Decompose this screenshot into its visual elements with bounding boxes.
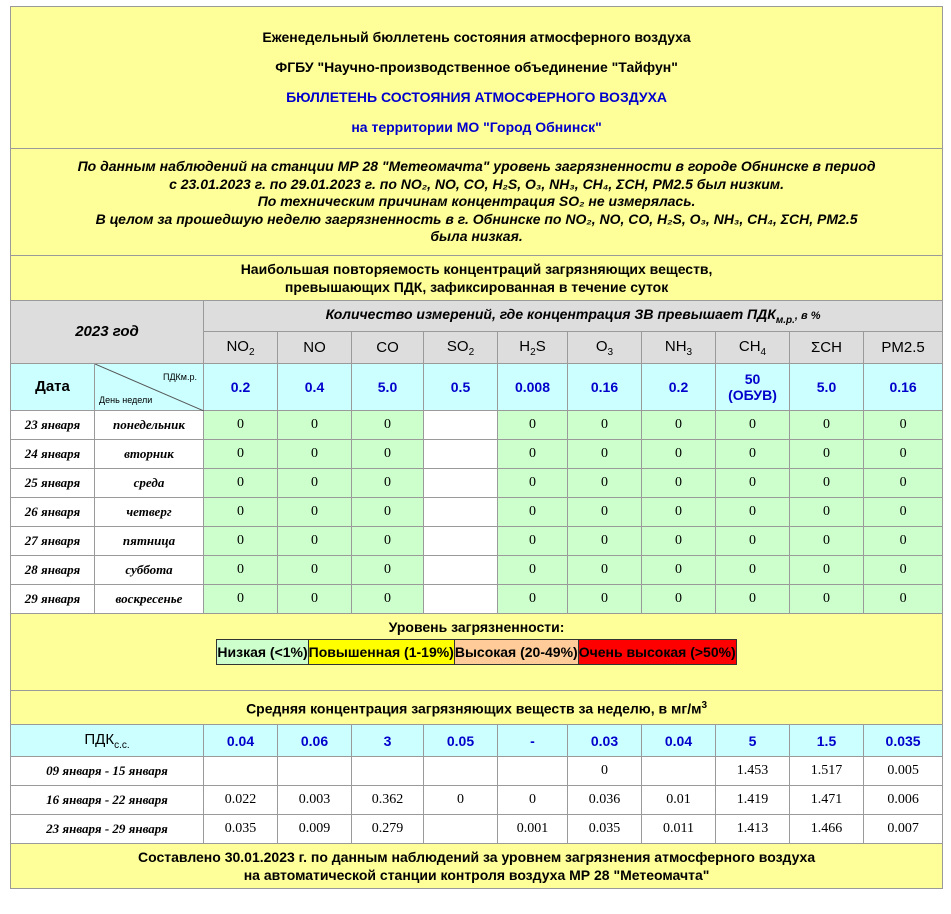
avg-conc-cell: [204, 757, 278, 786]
diag-top-label: ПДКм.р.: [162, 372, 197, 382]
exceed-value-cell: 0: [642, 440, 716, 469]
exceed-value-cell: 0: [204, 440, 278, 469]
row-period: 23 января - 29 января: [11, 815, 204, 844]
table-row: [11, 527, 943, 556]
pdk-mr-cell: 0.4: [278, 364, 352, 411]
pdk-ss-cell: -: [498, 725, 568, 757]
gas-name: PM2.5: [881, 339, 925, 356]
avg-conc-cell: [424, 815, 498, 844]
exceed-value-cell: [424, 585, 498, 614]
exceed-value-cell: 0: [790, 411, 864, 440]
exceed-value-cell: 0: [642, 527, 716, 556]
exceed-value-cell: 0: [278, 556, 352, 585]
diag-bottom-label: День недели: [99, 395, 153, 405]
table2-body: [11, 757, 943, 844]
exceed-value-cell: 0: [352, 556, 424, 585]
gas-header-cell: [424, 332, 498, 364]
level-legend-item: Очень высокая (>50%): [578, 640, 736, 665]
exceed-value-cell: 0: [352, 411, 424, 440]
table-row: [11, 556, 943, 585]
gas-header-cell: [204, 332, 278, 364]
gas-subscript: 2: [530, 346, 536, 358]
table2-title-row: [11, 691, 943, 725]
header-line3: БЮЛЛЕТЕНЬ СОСТОЯНИЯ АТМОСФЕРНОГО ВОЗДУХА: [286, 89, 668, 105]
row-weekday: вторник: [95, 440, 204, 469]
year-label: 2023 год: [75, 323, 139, 340]
exceed-value-cell: 0: [498, 469, 568, 498]
exceed-value-cell: 0: [568, 411, 642, 440]
measure-header: Количество измерений, где концентрация ЗВ превышает $ПДК_{м.р.}$, в %: [325, 306, 821, 326]
exceed-value-cell: 0: [498, 585, 568, 614]
exceed-title-line2: превышающих ПДК, зафиксированная в течение суток: [284, 279, 669, 295]
gas-name: ΣCH: [811, 339, 842, 356]
row-weekday: пятница: [95, 527, 204, 556]
exceed-value-cell: 0: [352, 585, 424, 614]
footer-line2: на автоматической станции контроля воздуха МР 28 "Метеомачта": [243, 867, 710, 883]
pdk-mr-cell: 0.008: [498, 364, 568, 411]
exceed-value-cell: [424, 469, 498, 498]
gas-name-tail: S: [535, 337, 546, 355]
bulletin-table: [10, 6, 943, 889]
table-row: [11, 411, 943, 440]
exceed-value-cell: 0: [278, 440, 352, 469]
exceed-value-cell: 0: [498, 527, 568, 556]
avg-conc-cell: 0.022: [204, 786, 278, 815]
avg-conc-cell: 0.005: [864, 757, 943, 786]
exceed-value-cell: 0: [498, 440, 568, 469]
exceed-value-cell: 0: [568, 556, 642, 585]
exceed-value-cell: 0: [864, 469, 943, 498]
table-row: [11, 440, 943, 469]
exceed-value-cell: 0: [790, 440, 864, 469]
avg-conc-cell: 0.011: [642, 815, 716, 844]
exceed-value-cell: 0: [716, 411, 790, 440]
exceed-value-cell: 0: [204, 585, 278, 614]
gas-subscript: 4: [760, 346, 767, 358]
header-line4: на территории МО "Город Обнинск": [351, 119, 602, 135]
diagonal-cell: [95, 364, 204, 411]
pdk-ss-label-cell: [11, 725, 204, 757]
exceed-value-cell: 0: [864, 556, 943, 585]
exceed-value-cell: 0: [642, 556, 716, 585]
gas-subscript: 2: [248, 346, 255, 358]
table1-body: [11, 411, 943, 614]
exceed-value-cell: [424, 556, 498, 585]
level-legend-item: Высокая (20-49%): [454, 640, 578, 665]
exceed-value-cell: 0: [568, 585, 642, 614]
exceed-value-cell: [424, 440, 498, 469]
avg-conc-cell: 0.279: [352, 815, 424, 844]
row-date: 28 января: [11, 556, 95, 585]
exceed-value-cell: 0: [204, 469, 278, 498]
gas-name: CO: [376, 339, 399, 356]
exceed-value-cell: 0: [498, 498, 568, 527]
exceed-value-cell: [424, 527, 498, 556]
exceed-value-cell: 0: [864, 411, 943, 440]
pdk-ss-cell: 3: [352, 725, 424, 757]
avg-conc-cell: 1.466: [790, 815, 864, 844]
avg-conc-cell: 1.453: [716, 757, 790, 786]
table-row: [11, 815, 943, 844]
summary-row: [11, 149, 943, 256]
exceed-value-cell: 0: [716, 469, 790, 498]
footer-line1: Составлено 30.01.2023 г. по данным наблюдений за уровнем загрязнения атмосферного воздуха: [137, 849, 816, 865]
exceed-value-cell: 0: [864, 498, 943, 527]
levels-title: Уровень загрязненности:: [388, 619, 565, 635]
levels-legend: [216, 639, 736, 665]
avg-conc-cell: [424, 757, 498, 786]
avg-conc-cell: 0.001: [498, 815, 568, 844]
row-period: 09 января - 15 января: [11, 757, 204, 786]
exceed-value-cell: 0: [278, 527, 352, 556]
footer-row: [11, 844, 943, 889]
row-date: 25 января: [11, 469, 95, 498]
exceed-value-cell: 0: [498, 411, 568, 440]
exceed-value-cell: 0: [790, 585, 864, 614]
avg-conc-cell: 0.035: [568, 815, 642, 844]
exceed-value-cell: 0: [498, 556, 568, 585]
exceed-value-cell: 0: [352, 440, 424, 469]
exceed-value-cell: 0: [716, 527, 790, 556]
pdk-ss-cell: 0.04: [204, 725, 278, 757]
avg-conc-cell: 0.006: [864, 786, 943, 815]
pdk-mr-cell: 0.2: [642, 364, 716, 411]
exceed-value-cell: 0: [204, 498, 278, 527]
table-row: [11, 585, 943, 614]
exceed-value-cell: 0: [352, 527, 424, 556]
gas-header-cell: [278, 332, 352, 364]
avg-conc-cell: 0: [424, 786, 498, 815]
exceed-value-cell: 0: [568, 498, 642, 527]
row-date: 27 января: [11, 527, 95, 556]
gas-name: O: [595, 337, 608, 355]
avg-conc-cell: 1.517: [790, 757, 864, 786]
avg-conc-cell: 0.003: [278, 786, 352, 815]
exceed-value-cell: 0: [568, 440, 642, 469]
pdk-mr-cell: 0.16: [568, 364, 642, 411]
exceed-value-cell: 0: [642, 469, 716, 498]
exceed-value-cell: 0: [716, 556, 790, 585]
gas-header-cell: [864, 332, 943, 364]
gas-subscript: 2: [468, 346, 475, 358]
exceed-value-cell: 0: [790, 498, 864, 527]
table1-head-row1: [11, 301, 943, 332]
exceed-value-cell: 0: [352, 469, 424, 498]
avg-conc-cell: [278, 757, 352, 786]
table-row: [11, 498, 943, 527]
pdk-row: [11, 364, 943, 411]
gas-subscript: 3: [607, 346, 614, 358]
row-period: 16 января - 22 января: [11, 786, 204, 815]
pdk-mr-cell: 0.2: [204, 364, 278, 411]
exceed-value-cell: 0: [642, 585, 716, 614]
row-date: 29 января: [11, 585, 95, 614]
exceed-value-cell: 0: [642, 498, 716, 527]
row-weekday: четверг: [95, 498, 204, 527]
exceed-value-cell: 0: [204, 527, 278, 556]
avg-conc-cell: 0.01: [642, 786, 716, 815]
gas-name: H: [519, 337, 531, 355]
gas-name: CH: [738, 337, 761, 355]
gas-header-cell: [498, 332, 568, 364]
avg-conc-cell: 1.413: [716, 815, 790, 844]
pdk-mr-cell: 0.5: [424, 364, 498, 411]
row-weekday: суббота: [95, 556, 204, 585]
header-line1: Еженедельный бюллетень состояния атмосферного воздуха: [262, 29, 691, 45]
summary-p3a: В целом за прошедшую неделю загрязненность в г. Обнинске по NO₂, NO, CO, H₂S, O₃, NH₃, CH₄, ΣCH, PM2.5: [95, 210, 858, 227]
header-line2: ФГБУ "Научно-производственное объединение "Тайфун": [275, 59, 678, 75]
avg-conc-cell: 1.419: [716, 786, 790, 815]
date-label: Дата: [35, 378, 70, 395]
exceed-value-cell: 0: [278, 585, 352, 614]
exceed-value-cell: 0: [278, 469, 352, 498]
avg-conc-cell: [352, 757, 424, 786]
gas-name: NO: [303, 339, 326, 356]
exceed-value-cell: 0: [864, 585, 943, 614]
exceed-value-cell: 0: [790, 527, 864, 556]
gas-header-cell: [352, 332, 424, 364]
avg-conc-cell: 0.362: [352, 786, 424, 815]
pdk-mr-cell: 5.0: [790, 364, 864, 411]
pdk-ss-cell: 5: [716, 725, 790, 757]
exceed-value-cell: 0: [864, 527, 943, 556]
exceed-value-cell: [424, 411, 498, 440]
gas-name: NH: [664, 337, 687, 355]
header-row: [11, 7, 943, 149]
table2-title: Средняя концентрация загрязняющих веществ за неделю, в $мг/м^3$: [246, 700, 708, 717]
exceed-value-cell: 0: [352, 498, 424, 527]
avg-conc-cell: 0.036: [568, 786, 642, 815]
pdk-ss-label: $ПДК_{с.с.}$: [84, 730, 130, 751]
table-row: [11, 786, 943, 815]
pdk-ss-cell: 0.035: [864, 725, 943, 757]
legend-row: [11, 614, 943, 691]
row-weekday: понедельник: [95, 411, 204, 440]
avg-conc-cell: 0: [568, 757, 642, 786]
summary-p2: По техническим причинам концентрация SO₂ не измерялась.: [257, 193, 696, 210]
exceed-value-cell: 0: [642, 411, 716, 440]
exceed-value-cell: 0: [790, 556, 864, 585]
pdk-mr-cell: 0.16: [864, 364, 943, 411]
row-weekday: воскресенье: [95, 585, 204, 614]
level-legend-item: Повышенная (1-19%): [308, 640, 454, 665]
gas-header-cell: [716, 332, 790, 364]
gas-header-cell: [790, 332, 864, 364]
summary-p3b: была низкая.: [430, 228, 523, 245]
exceed-value-cell: 0: [568, 469, 642, 498]
pdk-ss-cell: 0.04: [642, 725, 716, 757]
gas-name: NO: [226, 337, 249, 355]
summary-p1b: с 23.01.2023 г. по 29.01.2023 г. по NO₂, NO, CO, H₂S, O₃, NH₃, CH₄, ΣCH, PM2.5 был низким.: [169, 175, 785, 192]
row-date: 26 января: [11, 498, 95, 527]
pdk-ss-cell: 0.03: [568, 725, 642, 757]
exceed-value-cell: 0: [790, 469, 864, 498]
gas-name: SO: [446, 337, 469, 355]
gas-header-cell: [568, 332, 642, 364]
date-label-cell: [11, 364, 95, 411]
exceed-value-cell: 0: [716, 440, 790, 469]
table-row: [11, 469, 943, 498]
avg-conc-cell: [642, 757, 716, 786]
exceed-value-cell: 0: [278, 498, 352, 527]
pdk-ss-row: [11, 725, 943, 757]
exceed-value-cell: 0: [204, 411, 278, 440]
avg-conc-cell: 0.009: [278, 815, 352, 844]
summary-p1a: По данным наблюдений на станции МР 28 "Метеомачта" уровень загрязненности в городе Обнинске в период: [77, 158, 876, 175]
exceed-value-cell: 0: [864, 440, 943, 469]
row-weekday: среда: [95, 469, 204, 498]
exceed-title-line1: Наибольшая повторяемость концентраций загрязняющих веществ,: [240, 261, 713, 277]
avg-conc-cell: [498, 757, 568, 786]
avg-conc-cell: 0.035: [204, 815, 278, 844]
avg-conc-cell: 1.471: [790, 786, 864, 815]
row-date: 23 января: [11, 411, 95, 440]
row-date: 24 января: [11, 440, 95, 469]
gas-header-cell: [642, 332, 716, 364]
pdk-ss-cell: 1.5: [790, 725, 864, 757]
pdk-ss-cell: 0.05: [424, 725, 498, 757]
pdk-ss-cell: 0.06: [278, 725, 352, 757]
table-row: [11, 757, 943, 786]
exceed-value-cell: 0: [716, 585, 790, 614]
exceed-title-row: [11, 256, 943, 301]
exceed-value-cell: 0: [278, 411, 352, 440]
exceed-value-cell: 0: [568, 527, 642, 556]
pdk-mr-cell: 5.0: [352, 364, 424, 411]
avg-conc-cell: 0: [498, 786, 568, 815]
gas-subscript: 3: [686, 346, 693, 358]
exceed-value-cell: [424, 498, 498, 527]
exceed-value-cell: 0: [716, 498, 790, 527]
pdk-mr-cell: 50 (ОБУВ): [716, 364, 790, 411]
avg-conc-cell: 0.007: [864, 815, 943, 844]
level-legend-item: Низкая (<1%): [217, 640, 308, 665]
exceed-value-cell: 0: [204, 556, 278, 585]
